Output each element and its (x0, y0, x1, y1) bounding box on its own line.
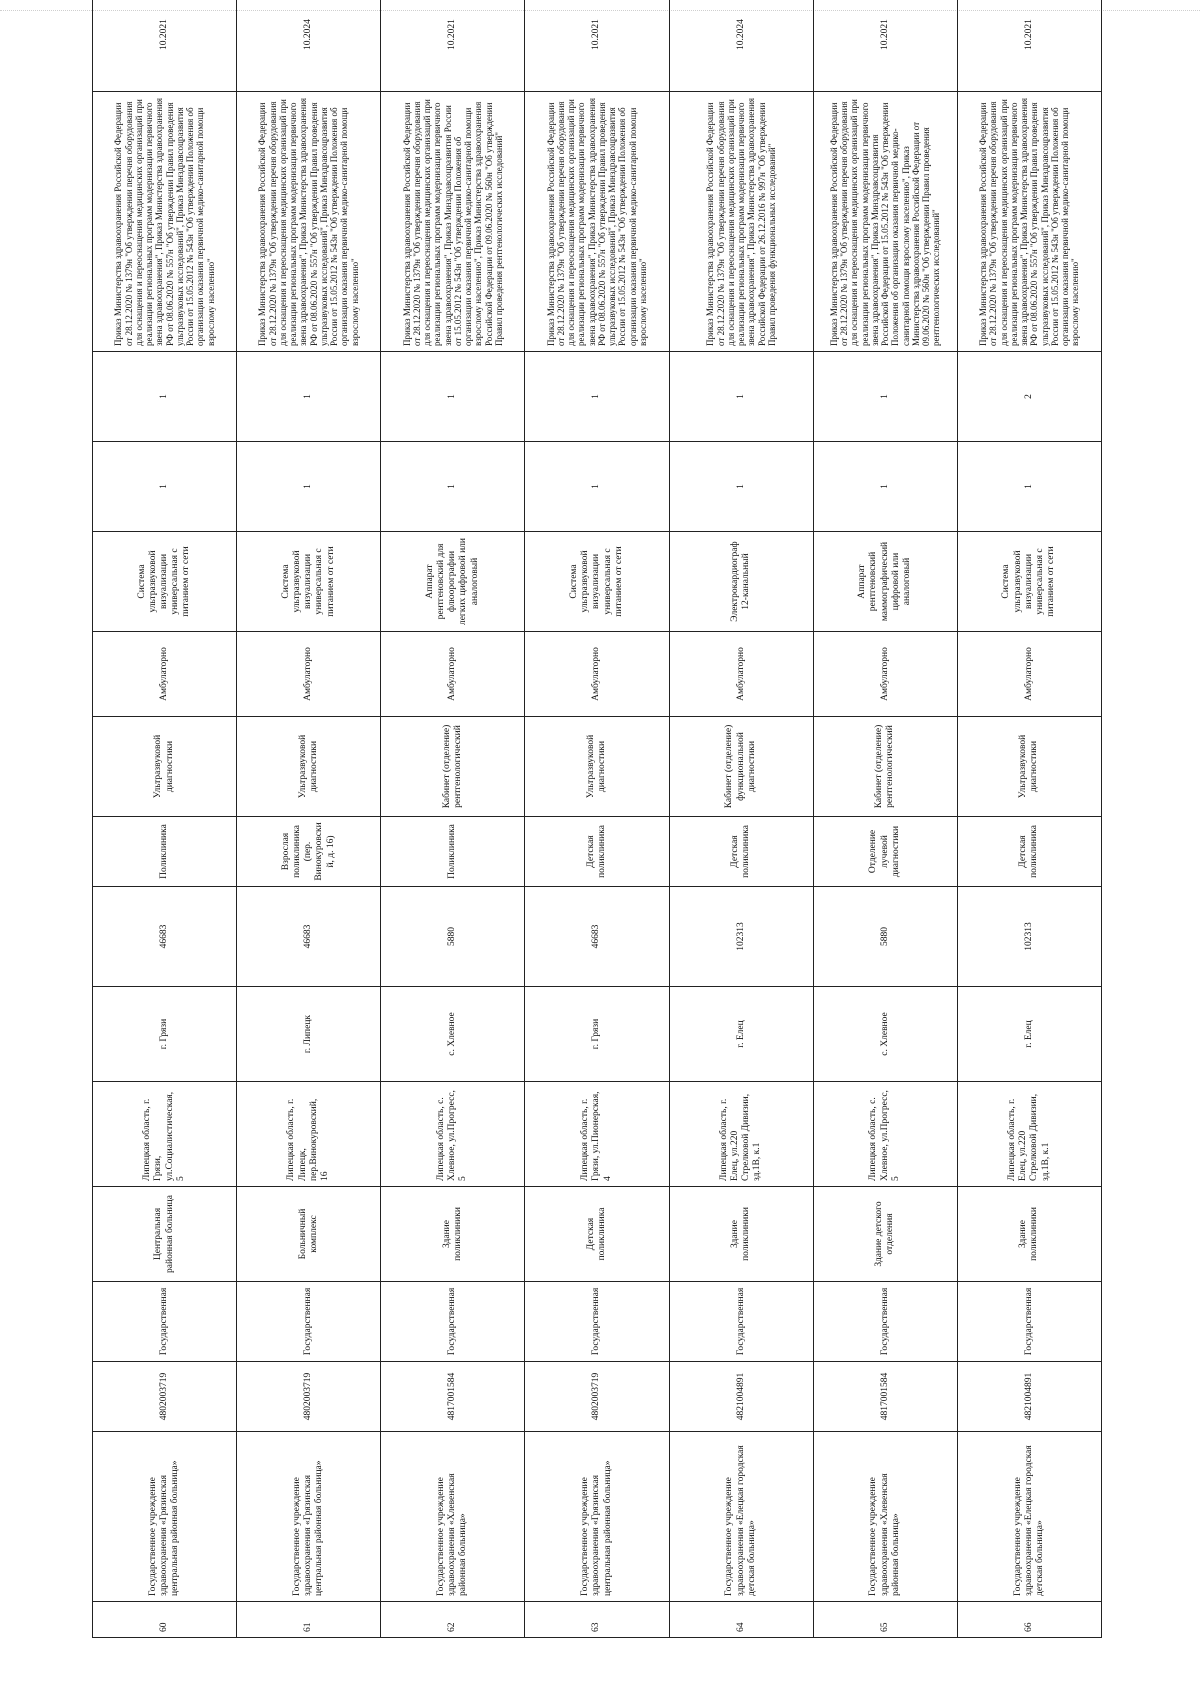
quantity-existing-cell: 1 (669, 442, 813, 532)
legal-basis-cell: Приказ Министерства здравоохранения Российской Федерации от 28.12.2020 № 1379н "Об утверждении перечня оборудования для оснащения и переоснащения медицинских организаций при реализации региональных программ модернизации первичного звена здравоохранения", Приказ Министерства здравоохранения РФ от 08.06.2020 № 557н "Об утверждении Правил проведения ультразвуковых исследований", Приказ Минздравсоцразвития России от 15.05.2012 № 543н "Об утверждении Положения об организации оказания первичной медико-санитарной помощи взрослому населению" (957, 92, 1101, 352)
structural-unit-cell: Отделение лучевой диагностики (813, 817, 957, 887)
department-cell: Ультразвуковой диагностики (957, 717, 1101, 817)
inn-code-cell: 4817001584 (813, 1362, 957, 1432)
address-cell: Липецкая область, с. Хлевное, ул.Прогресс, 5 (381, 1082, 525, 1187)
structural-unit-cell: Детская поликлиника (525, 817, 669, 887)
structural-unit-cell: Поликлиника (93, 817, 237, 887)
ownership-form-cell: Государственная (813, 1282, 957, 1362)
care-condition-cell: Амбулаторно (813, 632, 957, 717)
structural-unit-cell: Поликлиника (381, 817, 525, 887)
structural-unit-cell: Детская поликлиника (957, 817, 1101, 887)
legal-basis-cell: Приказ Министерства здравоохранения Российской Федерации от 28.12.2020 № 1379н "Об утверждении перечня оборудования для оснащения и переоснащения медицинских организаций при реализации региональных программ модернизации первичного звена здравоохранения", Приказ Министерства здравоохранения Российской Федерации от 26.12.2016 № 997н "Об утверждении Правил проведения функциональных исследований" (669, 92, 813, 352)
row-number-cell: 64 (669, 1602, 813, 1638)
inn-code-cell: 4821004891 (957, 1362, 1101, 1432)
delivery-date-cell: 10.2021 (93, 0, 237, 92)
row-number-cell: 65 (813, 1602, 957, 1638)
population-cell: 102313 (669, 887, 813, 987)
ownership-form-cell: Государственная (237, 1282, 381, 1362)
ownership-form-cell: Государственная (525, 1282, 669, 1362)
address-cell: Липецкая область, с. Хлевное, ул.Прогресс, 5 (813, 1082, 957, 1187)
legal-basis-cell: Приказ Министерства здравоохранения Российской Федерации от 28.12.2020 № 1379н "Об утверждении перечня оборудования для оснащения и переоснащения медицинских организаций при реализации региональных программ модернизации первичного звена здравоохранения", Приказ Минздравсоцразвития Российской Федерации от 15.05.2012 № 543н "Об утверждении Положения об организации оказания первичной медико-санитарной помощи взрослому населению", Приказ Министерства здравоохранения Российской Федерации от 09.06.2020 № 560н "Об утверждении Правил проведения рентгенологических исследований" (813, 92, 957, 352)
legal-basis-cell: Приказ Министерства здравоохранения Российской Федерации от 28.12.2020 № 1379н "Об утверждении перечня оборудования для оснащения и переоснащения медицинских организаций при реализации региональных программ модернизации первичного звена здравоохранения", Приказ Минздравсоцразвития России от 15.05.2012 № 543н "Об утверждении Положения об организации оказания первичной медико-санитарной помощи взрослому населению", Приказ Министерства здравоохранения Российской Федерации от 09.06.2020 № 560н "Об утверждении Правил проведения рентгенологических исследований" (381, 92, 525, 352)
row-number-cell: 66 (957, 1602, 1101, 1638)
structural-unit-cell: Взрослая поликлиника (пер. Винокуровский, д. 16) (237, 817, 381, 887)
population-cell: 46683 (93, 887, 237, 987)
building-name-cell: Здание поликлиники (669, 1187, 813, 1282)
locality-cell: с. Хлевное (813, 987, 957, 1082)
care-condition-cell: Амбулаторно (237, 632, 381, 717)
delivery-date-cell: 10.2021 (525, 0, 669, 92)
quantity-existing-cell: 1 (93, 442, 237, 532)
care-condition-cell: Амбулаторно (669, 632, 813, 717)
care-condition-cell: Амбулаторно (381, 632, 525, 717)
population-cell: 46683 (237, 887, 381, 987)
table-row (237, 0, 381, 1638)
building-name-cell: Здание поликлиники (381, 1187, 525, 1282)
organization-name-cell: Государственное учреждение здравоохранения «Елецкая городская детская больница» (669, 1432, 813, 1602)
equipment-register-table (92, 0, 1102, 1638)
locality-cell: г. Елец (957, 987, 1101, 1082)
equipment-name-cell: Система ультразвуковой визуализации универсальная с питанием от сети (93, 532, 237, 632)
ownership-form-cell: Государственная (381, 1282, 525, 1362)
address-cell: Липецкая область, г. Елец, ул.220 Стрелковой Дивизии, зд.1В, к.1 (957, 1082, 1101, 1187)
care-condition-cell: Амбулаторно (525, 632, 669, 717)
population-cell: 5880 (381, 887, 525, 987)
equipment-name-cell: Система ультразвуковой визуализации универсальная с питанием от сети (525, 532, 669, 632)
locality-cell: с. Хлевное (381, 987, 525, 1082)
equipment-name-cell: Система ультразвуковой визуализации универсальная с питанием от сети (237, 532, 381, 632)
department-cell: Кабинет (отделение) функциональной диагностики (669, 717, 813, 817)
inn-code-cell: 4802003719 (525, 1362, 669, 1432)
row-number-cell: 62 (381, 1602, 525, 1638)
address-cell: Липецкая область, г. Грязи, ул.Социалистическая, 5 (93, 1082, 237, 1187)
building-name-cell: Здание детского отделения (813, 1187, 957, 1282)
inn-code-cell: 4802003719 (93, 1362, 237, 1432)
care-condition-cell: Амбулаторно (93, 632, 237, 717)
locality-cell: г. Грязи (93, 987, 237, 1082)
building-name-cell: Детская поликлиника (525, 1187, 669, 1282)
delivery-date-cell: 10.2021 (813, 0, 957, 92)
ownership-form-cell: Государственная (669, 1282, 813, 1362)
table-row (813, 0, 957, 1638)
population-cell: 5880 (813, 887, 957, 987)
quantity-planned-cell: 1 (525, 352, 669, 442)
organization-name-cell: Государственное учреждение здравоохранения «Хлевенская районная больница» (813, 1432, 957, 1602)
equipment-name-cell: Электрокардиограф 12-канальный (669, 532, 813, 632)
table-row (525, 0, 669, 1638)
table-row (93, 0, 237, 1638)
inn-code-cell: 4802003719 (237, 1362, 381, 1432)
organization-name-cell: Государственное учреждение здравоохранения «Грязинская центральная районная больница» (237, 1432, 381, 1602)
table-row (957, 0, 1101, 1638)
row-number-cell: 61 (237, 1602, 381, 1638)
legal-basis-cell: Приказ Министерства здравоохранения Российской Федерации от 28.12.2020 № 1379н "Об утверждении перечня оборудования для оснащения и переоснащения медицинских организаций при реализации региональных программ модернизации первичного звена здравоохранения", Приказ Министерства здравоохранения РФ от 08.06.2020 № 557н "Об утверждении Правил проведения ультразвуковых исследований", Приказ Минздравсоцразвития России от 15.05.2012 № 543н "Об утверждении Положения об организации оказания первичной медико-санитарной помощи взрослому населению" (525, 92, 669, 352)
address-cell: Липецкая область, г. Грязи, ул.Пионерская, 4 (525, 1082, 669, 1187)
care-condition-cell: Амбулаторно (957, 632, 1101, 717)
rotated-document-page (92, 19, 1102, 1638)
delivery-date-cell: 10.2024 (669, 0, 813, 92)
table-row (669, 0, 813, 1638)
locality-cell: г. Липецк (237, 987, 381, 1082)
building-name-cell: Больничный комплекс (237, 1187, 381, 1282)
ownership-form-cell: Государственная (93, 1282, 237, 1362)
quantity-existing-cell: 1 (525, 442, 669, 532)
department-cell: Ультразвуковой диагностики (525, 717, 669, 817)
quantity-existing-cell: 1 (381, 442, 525, 532)
legal-basis-cell: Приказ Министерства здравоохранения Российской Федерации от 28.12.2020 № 1379н "Об утверждении перечня оборудования для оснащения и переоснащения медицинских организаций при реализации региональных программ модернизации первичного звена здравоохранения", Приказ Министерства здравоохранения РФ от 08.06.2020 № 557н "Об утверждении Правил проведения ультразвуковых исследований", Приказ Минздравсоцразвития России от 15.05.2012 № 543н "Об утверждении Положения об организации оказания первичной медико-санитарной помощи взрослому населению" (237, 92, 381, 352)
inn-code-cell: 4821004891 (669, 1362, 813, 1432)
department-cell: Кабинет (отделение) рентгенологический (381, 717, 525, 817)
locality-cell: г. Грязи (525, 987, 669, 1082)
quantity-existing-cell: 1 (813, 442, 957, 532)
quantity-planned-cell: 1 (237, 352, 381, 442)
quantity-planned-cell: 1 (669, 352, 813, 442)
delivery-date-cell: 10.2021 (957, 0, 1101, 92)
equipment-name-cell: Аппарат рентгеновский маммографический цифровой или аналоговый (813, 532, 957, 632)
organization-name-cell: Государственное учреждение здравоохранения «Грязинская центральная районная больница» (93, 1432, 237, 1602)
quantity-planned-cell: 2 (957, 352, 1101, 442)
address-cell: Липецкая область, г. Липецк, пер.Винокуровский, 16 (237, 1082, 381, 1187)
delivery-date-cell: 10.2024 (237, 0, 381, 92)
equipment-name-cell: Аппарат рентгеновский для флюорографии легких цифровой или аналоговый (381, 532, 525, 632)
organization-name-cell: Государственное учреждение здравоохранения «Хлевенская районная больница» (381, 1432, 525, 1602)
quantity-planned-cell: 1 (381, 352, 525, 442)
structural-unit-cell: Детская поликлиника (669, 817, 813, 887)
address-cell: Липецкая область, г. Елец, ул.220 Стрелковой Дивизии, зд.1В, к.1 (669, 1082, 813, 1187)
building-name-cell: Центральная районная больница (93, 1187, 237, 1282)
population-cell: 102313 (957, 887, 1101, 987)
quantity-existing-cell: 1 (957, 442, 1101, 532)
row-number-cell: 63 (525, 1602, 669, 1638)
department-cell: Кабинет (отделение) рентгенологический (813, 717, 957, 817)
department-cell: Ультразвуковой диагностики (93, 717, 237, 817)
table-row (381, 0, 525, 1638)
organization-name-cell: Государственное учреждение здравоохранения «Елецкая городская детская больница» (957, 1432, 1101, 1602)
ownership-form-cell: Государственная (957, 1282, 1101, 1362)
equipment-name-cell: Система ультразвуковой визуализации универсальная с питанием от сети (957, 532, 1101, 632)
quantity-existing-cell: 1 (237, 442, 381, 532)
building-name-cell: Здание поликлиники (957, 1187, 1101, 1282)
legal-basis-cell: Приказ Министерства здравоохранения Российской Федерации от 28.12.2020 № 1379н "Об утверждении перечня оборудования для оснащения и переоснащения медицинских организаций при реализации региональных программ модернизации первичного звена здравоохранения", Приказ Министерства здравоохранения РФ от 08.06.2020 № 557н "Об утверждении Правил проведения ультразвуковых исследований", Приказ Минздравсоцразвития России от 15.05.2012 № 543н "Об утверждении Положения об организации оказания первичной медико-санитарной помощи взрослому населению" (93, 92, 237, 352)
department-cell: Ультразвуковой диагностики (237, 717, 381, 817)
inn-code-cell: 4817001584 (381, 1362, 525, 1432)
population-cell: 46683 (525, 887, 669, 987)
quantity-planned-cell: 1 (93, 352, 237, 442)
quantity-planned-cell: 1 (813, 352, 957, 442)
delivery-date-cell: 10.2021 (381, 0, 525, 92)
organization-name-cell: Государственное учреждение здравоохранения «Грязинская центральная районная больница» (525, 1432, 669, 1602)
locality-cell: г. Елец (669, 987, 813, 1082)
row-number-cell: 60 (93, 1602, 237, 1638)
